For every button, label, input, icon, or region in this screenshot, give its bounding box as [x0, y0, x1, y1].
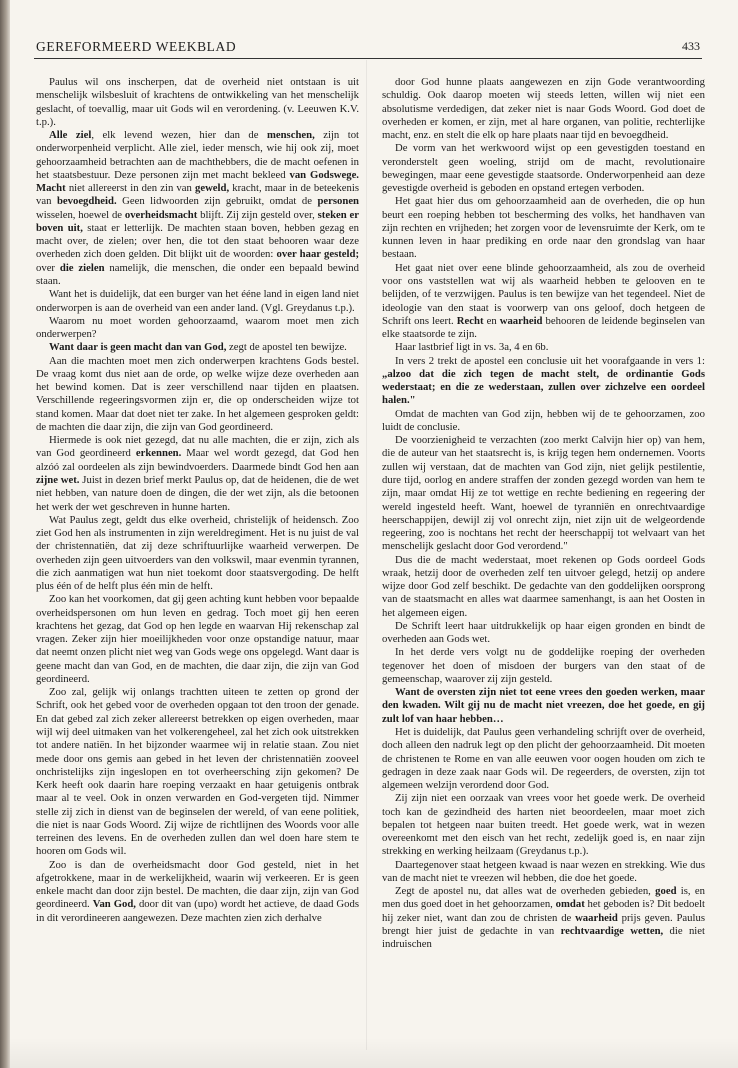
page-number: 433: [682, 39, 700, 53]
page-header: [34, 34, 702, 59]
bold-run: menschen,: [266, 129, 315, 142]
bold-run: Want daar is geen macht dan van God,: [49, 341, 227, 354]
text-run: over: [36, 261, 60, 274]
bold-run: Want de oversten zijn niet tot eene vrees den goeden werken, maar den kwaden. Wilt gij nu de macht niet vreezen, doe het goede, en gij zult lof van haar hebben…: [382, 686, 705, 725]
bold-run: goed: [655, 885, 677, 898]
paragraph: [382, 554, 705, 620]
text-run: het geboden is? Dit bedoelt hij zeker niet, want dan zou de christen de: [382, 898, 705, 924]
bold-run: waarheid: [575, 911, 618, 924]
paragraph: [382, 792, 705, 858]
text-run: behooren de leidende beginselen van elke staatsorde te zijn.: [382, 314, 705, 341]
paragraph: [36, 341, 359, 354]
text-run: In vers 2 trekt de apostel een conclusie uit het voorafgaande in vers 1:: [395, 354, 705, 367]
paragraph: [36, 76, 359, 129]
text-run: namelijk, die menschen, die onder een bepaald bewind staan.: [36, 261, 359, 287]
bold-run: erkennen.: [135, 447, 182, 460]
text-run: Het is duidelijk, dat Paulus geen verhandeling schrijft over de overheid, doch alleen den nadruk legt op den plicht der gehoorzaamheid. Dit moeten de christenen te Rome en van alle eeuwen voor oogen houden om zich te gedragen in deze zaak naar Gods wil. De regeerders, de oversten, zijn tot algemeen welzijn verordend door God.: [382, 726, 705, 792]
bold-run: Alle ziel: [49, 129, 92, 142]
text-run: Zoo zal, gelijk wij onlangs trachtten uiteen te zetten op grond der Schrift, ook het gebed voor de overheden opgaan tot den troon der genade. En dat gebed zal zich zeker allereerst betrekken op eigen overheden, maar wijl wij deel uitmaken van het volkerengeheel, zal het zich ook uitstrekken tot andere natiën. In het bijzonder waarmee wij in relatie staan. Zou niet mede door ons gemis aan gebed in het leven der christennatiën zooveel onchristelijks zijn ingeslopen en tot overheersching zijn gekomen? De Kerk heeft ook daarin hare roeping verzaakt en haar getuigenis ontbrak maar al te veel. Ook in onzen verwarden en God-vergeten tijd. Nimmer stelle zij zich in dienst van de beginselen der wereld, of van eene politiek, die niet is naar Gods Woord. Zij wijze de richtlijnen des Woords voor alle terreinen des levens. En de overheden zullen dan wel doen hare stem te hooren om Gods wil.: [36, 686, 359, 858]
left-column: [36, 76, 359, 1036]
paragraph: [382, 726, 705, 792]
text-run: Het gaat niet over eene blinde gehoorzaamheid, als zou de overheid voor ons vaststellen wat wij als waarheid hebben te gelooven en te belijden, of te verzwijgen. Paulus is ten bewijze van het tegendeel. Niet de ideologie van den staat is voorwerp van ons geloof, doch hetgeen de Schrift ons leert.: [382, 261, 705, 327]
text-run: staat er letterlijk. De machten staan boven, hebben gezag en macht over, de zielen; over hen, die tot den staat behooren waar deze overheden zich doen gelden. Dit blijkt uit de woorden:: [36, 221, 359, 261]
text-run: Zoo kan het voorkomen, dat gij geen achting kunt hebben voor bepaalde overheidspersonen om hun leven en gedrag. Toch moet gij hen eeren krachtens het gezag, dat God op hen legde en waarvan Hij rekenschap zal vragen. Zeker zijn hier moeilijkheden voor onze opstandige natuur, maar dat neemt onzen plicht niet weg van Gods wege ons opgelegd. Want daar is geene macht dan van God, en de machten, die daar zijn, die zijn van God geordineerd.: [36, 593, 359, 685]
text-run: en: [483, 314, 500, 327]
paragraph: [36, 288, 359, 315]
text-run: Paulus wil ons inscherpen, dat de overheid niet ontstaan is uit menschelijk wilsbesluit of krachtens de ontwikkeling van het menschelijk geslacht, of toevallig, maar uit Gods wil en verordening. (v. Leeuwen K.V. t.p.).: [36, 76, 359, 128]
bold-run: geweld,: [194, 182, 230, 195]
bold-run: rechtvaardige wetten,: [560, 925, 664, 937]
text-run: Geen lidwoorden zijn gebruikt, omdat de: [116, 195, 318, 208]
column-gutter: [366, 60, 367, 1050]
text-run: Juist in dezen brief merkt Paulus op, dat de heidenen, die de wet niet hebben, van nature doen de dingen, die der wet zijn, als die betoonen het werk der wet geschreven in hunne harten.: [36, 473, 359, 513]
text-run: zegt de apostel ten bewijze.: [226, 341, 347, 354]
paragraph: [36, 434, 359, 514]
text-run: prijs geven. Paulus brengt hier juist de gedachte in van: [382, 911, 705, 937]
text-run: Maar wel wordt gezegd, dat God hen alzóó zal oordeelen als zijn bewindvoerders. Daarmede bindt God hen aan: [36, 447, 359, 473]
bold-run: personen: [317, 195, 359, 208]
text-run: Aan die machten moet men zich onderwerpen krachtens Gods bestel. De vraag komt dus niet aan de orde, op welke wijze deze overheden aan het bewind komen. Dat is zeer verschillend naar tijden en plaatsen. Verschillende regeeringsvormen zijn er, die op onderscheiden wijze tot stand komen. Maar dat doet niet ter zake. In het algemeen gesproken geldt: de machten die daar zijn, die zijn van God geordineerd.: [36, 354, 359, 433]
paragraph: [36, 686, 359, 858]
text-run: door God hunne plaats aangewezen en zijn Gode verantwoording schuldig. Ook daarop moeten wij steeds letten, willen wij niet een absolutisme verdedigen, dat zeker niet is naar Gods Woord. God doet de overheden er komen, er zijn, met al hare organen, van politie, rechterlijke macht, enz. en stelt die elk op hare plaats naar tijd en bevoegdheid.: [382, 76, 705, 142]
text-run: De Schrift leert haar uitdrukkelijk op haar eigen gronden en bindt de overheden aan Gods wet.: [382, 619, 705, 646]
bold-run: Van God,: [92, 898, 136, 911]
text-run: Waarom nu moet worden gehoorzaamd, waarom moet men zich onderwerpen?: [36, 314, 359, 341]
bold-run: steken er boven uit,: [36, 208, 359, 234]
text-run: Wat Paulus zegt, geldt dus elke overheid, christelijk of heidensch. Zoo ziet God hen als instrumenten in zijn wereldregiment. Het is nu juist de val der christennatiën, dat zij deze schriftuurlijke waarheid verwerpen. De overheden zijn geen uitvoerders van den volkswil, maar evenmin tyrannen, die zich aanmatigen wat hun niet toekomt door staatsvergoding. De helft plus één of de helft plus één min de helft.: [36, 513, 359, 593]
text-run: niet allereerst in den zin van: [65, 182, 195, 195]
text-run: Zoo is dan de overheidsmacht door God gesteld, niet in het afgetrokkene, maar in de werkelijkheid, waarin wij verkeeren. Er is geen enkele macht dan door zijn bestel. De machten, die daar zijn, zijn van God geordineerd.: [36, 858, 359, 911]
text-run: , elk levend wezen, hier dan de: [91, 129, 267, 142]
paragraph: [382, 408, 705, 435]
bold-run: overheidsmacht: [124, 208, 198, 221]
paragraph: [36, 514, 359, 594]
paragraph: [36, 355, 359, 435]
right-column: [382, 76, 705, 1036]
text-run: Het gaat hier dus om gehoorzaamheid aan de overheden, die op hun beurt een roeping hebben tot bescherming des volks, het handhaven van zijn rechten en vrijheden; het zorgen voor de levensruimte der Kerk, om te kunnen leven in haar prediking en orde naar den grondslag van haar bestaan.: [382, 195, 705, 261]
text-run: zijn tot onderworpenheid verplicht. Alle ziel, ieder mensch, wie hij ook zij, moet gehoorzaamheid betrachten aan de machthebbers, die de macht oefenen in het staatsbestuur. Deze personen zijn met macht bekleed: [36, 129, 359, 181]
page-bottom-edge: [10, 1038, 738, 1068]
text-run: Zegt de apostel nu, dat alles wat de overheden gebieden,: [395, 885, 656, 898]
text-run: wisselen, hoewel de: [36, 208, 125, 221]
bold-run: omdat: [555, 898, 585, 911]
paragraph: [382, 686, 705, 726]
bold-run: waarheid: [499, 314, 543, 327]
paragraph: [382, 885, 705, 951]
bold-run: bevoegdheid.: [56, 195, 117, 208]
text-run: Dus die de macht wederstaat, moet rekenen op Gods oordeel Gods wraak, hetzij door de overheden zelf ten uitvoer gelegd, hetzij op andere wijze door God zelf beschikt. De gedachte van den goddelijken oorsprong van de staatsmacht en alles wat daarmee samenhangt, is aan het Oosten in het algemeen eigen.: [382, 553, 705, 619]
paragraph: [382, 262, 705, 342]
text-run: door dit van (upo) wordt het actieve, de daad Gods in dit verordineeren aangewezen. Deze machten zien zich derhalve: [36, 898, 359, 924]
text-run: De vorm van het werkwoord wijst op een gevestigden toestand en veronderstelt geen woeling, strijd om de macht, revolutionaire bewegingen, maar eene gevestigde staatsorde. Onderworpenheid aan deze gevestigde overheid is geboden en opstand ertegen verboden.: [382, 142, 705, 195]
publication-title: GEREFORMEERD WEEKBLAD: [36, 39, 237, 54]
paragraph: [36, 593, 359, 686]
paragraph: [36, 859, 359, 925]
text-run: blijft. Zij zijn gesteld over,: [197, 208, 318, 221]
text-run: De voorzienigheid te verzachten (zoo merkt Calvijn hier op) van hem, die de auteur van het staatsrecht is, is krijg tegen hem ondernemen. Voorts zullen wij verstaan, dat de machten van God zijn, niet gelijk pestilentie, dure tijd, oorlog en andere straffen der zonden gezegd worden van hem te zijn, maar omdat Hij ze tot wettige en rechte bediening en regeering der wereld ingesteld heeft. Want, hoewel de tyranniën en onrechtvaardige heerschappijen, dewijl zij vol onrecht zijn, niet zijn uit de welgeordende regeering, zoo is nochtans het recht der heerschappij tot welvaart van het menschelijk geslacht door God verordend.": [382, 434, 705, 553]
bold-run: van Godswege. Macht: [36, 168, 359, 195]
text-run: is, en men dus goed doet in het gehoorzamen,: [382, 885, 705, 911]
bold-run: over haar gesteld;: [276, 248, 359, 261]
text-run: Haar lastbrief ligt in vs. 3a, 4 en 6b.: [395, 341, 549, 354]
paragraph: [382, 859, 705, 886]
bold-run: Recht: [456, 314, 484, 327]
text-run: Hiermede is ook niet gezegd, dat nu alle machten, die er zijn, zich als van God geordineerd: [36, 434, 359, 460]
paragraph: [382, 76, 705, 142]
paragraph: [36, 129, 359, 288]
text-run: Zij zijn niet een oorzaak van vrees voor het goede werk. De overheid toch kan de gezindheid des harten niet beoordeelen, maar moet zich bepalen tot hetgeen naar buiten treedt. Het goede werk, wat in wezen overeenkomt met den eisch van het recht, zedelijk goed is, en naar zijn strekking en werking heilzaam (Greydanus t.p.).: [382, 792, 705, 858]
text-run: Want het is duidelijk, dat een burger van het ééne land in eigen land niet onderworpen is aan de overheid van een ander land. (Vgl. Greydanus t.p.).: [36, 288, 359, 314]
text-run: Omdat de machten van God zijn, hebben wij de te gehoorzamen, zoo luidt de conclusie.: [382, 407, 705, 433]
paragraph: [382, 620, 705, 647]
paragraph: [36, 315, 359, 342]
paragraph: [382, 341, 705, 354]
paragraph: [382, 355, 705, 408]
paragraph: [382, 142, 705, 195]
bold-run: zijne wet.: [36, 473, 80, 486]
paragraph: [382, 195, 705, 261]
text-run: Daartegenover staat hetgeen kwaad is naar wezen en strekking. Wie dus van de macht niet te vreezen wil hebben, die doe het goede.: [382, 858, 705, 884]
text-run: In het derde vers volgt nu de goddelijke roeping der overheden tegenover het doen of misdoen der burgers van den staat of de gemeenschap, waarover zij zijn gesteld.: [382, 646, 705, 685]
text-run: kracht, maar in de beteekenis van: [36, 182, 359, 208]
binding-edge: [0, 0, 10, 1068]
paragraph: [382, 434, 705, 553]
bold-run: „alzoo dat die zich tegen de macht stelt, de ordinantie Gods wederstaat; en die ze wederstaan, zullen over zichzelve een oordeel halen.": [382, 367, 705, 407]
text-run: die niet indruischen: [382, 925, 705, 951]
bold-run: die zielen: [59, 261, 105, 274]
paragraph: [382, 646, 705, 686]
